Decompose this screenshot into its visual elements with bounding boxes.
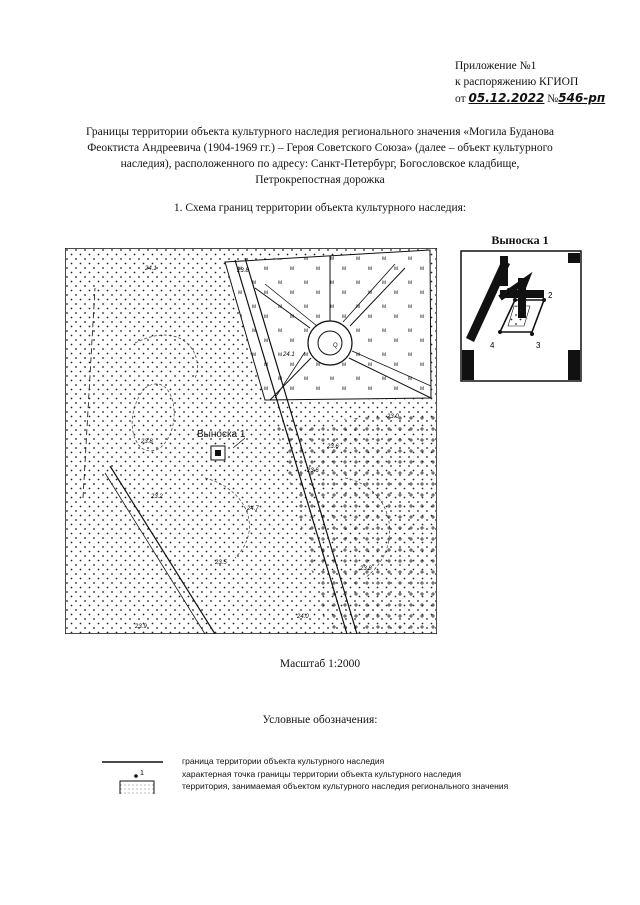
map-scale: Масштаб 1:2000 (279, 658, 361, 670)
elevation-label-4: 23.8 (141, 439, 153, 445)
map-callout-label: Выноска 1 (197, 429, 246, 440)
number-prefix: № (547, 93, 559, 105)
order-date-line (455, 90, 635, 107)
legend-item-boundary (100, 755, 600, 769)
scheme-heading: 1. Схема границ территории объекта культурного наследия: (173, 202, 467, 214)
title-line-1: Границы территории объекта культурного наследия регионального значения «Могила Буданова (86, 126, 554, 138)
order-reference: к распоряжению КГИОП (455, 76, 579, 88)
title-line-3: наследия), расположенного по адресу: Санкт-Петербург, Богословское кладбище, (120, 158, 520, 170)
title-line-2: Феоктиста Андреевича (1904-1969 гг.) – Героя Советского Союза» (далее – объект культурного (87, 142, 553, 154)
elevation-label-8: 24.7 (247, 506, 259, 512)
appendix-header (455, 58, 635, 107)
chapel-label: Q (333, 343, 338, 349)
territory-symbol (100, 780, 165, 794)
appendix-label: Приложение №1 (455, 60, 537, 72)
elevation-label-10: 23.8 (360, 566, 372, 572)
callout-point-2: 2 (548, 291, 553, 300)
callout-point-4: 4 (490, 341, 495, 350)
order-number: 546-рп (558, 91, 606, 105)
callout-point-1: 1 (506, 287, 511, 296)
elevation-label-7: 23.2 (151, 494, 163, 500)
legend-title: Условные обозначения: (262, 714, 378, 726)
elevation-label-2: 23.8 (237, 268, 249, 274)
elevation-label-5: 23.0 (387, 414, 399, 420)
elevation-label-9: 23.5 (215, 560, 227, 566)
order-date: 05.12.2022 (468, 91, 545, 105)
elevation-label-6: 23.6 (307, 468, 319, 474)
elevation-label-1: 24.1 (145, 266, 157, 272)
legend-text-2: характерная точка границы территории объекта культурного наследия (182, 769, 462, 779)
callout-point-3: 3 (536, 341, 541, 350)
boundary-line-symbol (100, 755, 165, 769)
legend-point-label: 1 (140, 770, 144, 777)
elevation-label-12: 23.9 (135, 624, 147, 630)
territory-map (65, 248, 437, 634)
date-prefix: от (455, 93, 466, 105)
legend-item-territory (100, 780, 600, 796)
title-line-4: Петрокрепостная дорожка (255, 174, 385, 186)
document-title (40, 124, 600, 188)
legend-text-3: территория, занимаемая объектом культурного наследия регионального значения (182, 781, 509, 791)
elevation-label-13: 23.6 (327, 444, 339, 450)
elevation-label-3: 24.1 (283, 352, 295, 358)
callout-detail (460, 250, 582, 382)
callout-title: Выноска 1 (491, 233, 549, 247)
legend-text-1: граница территории объекта культурного наследия (182, 756, 385, 766)
elevation-label-11: 24.0 (297, 614, 309, 620)
